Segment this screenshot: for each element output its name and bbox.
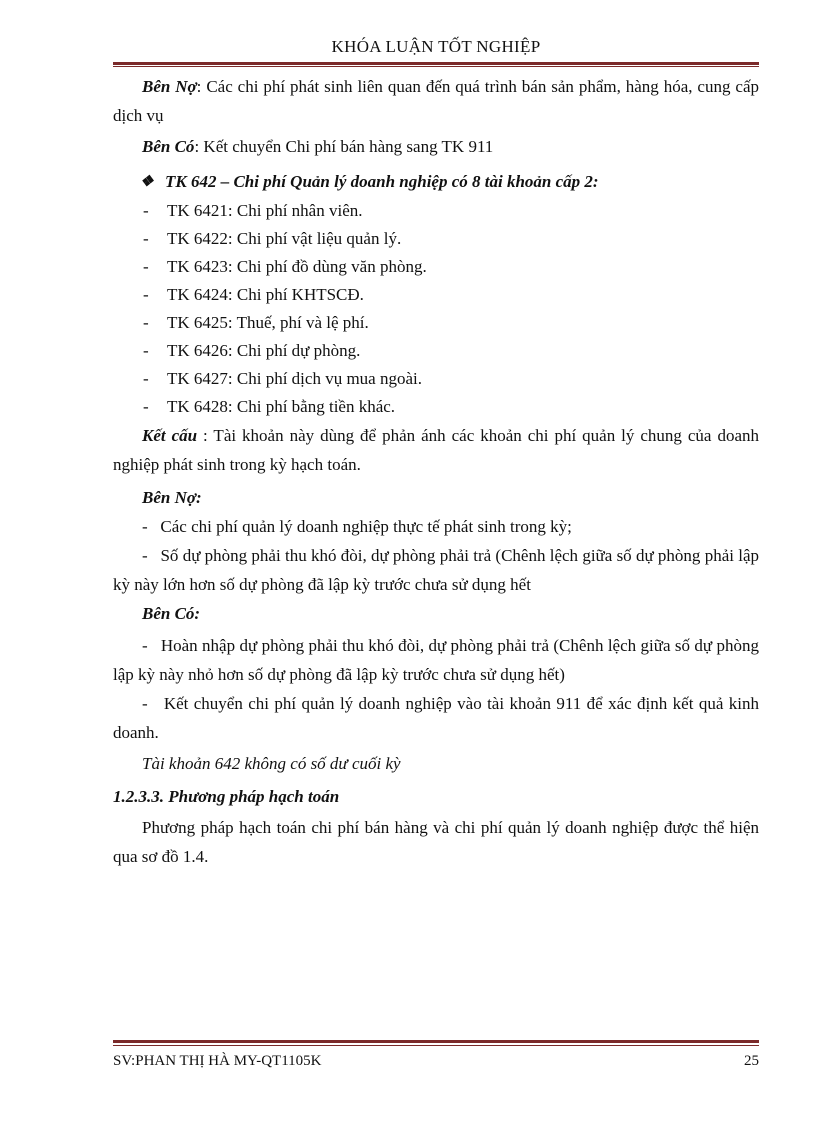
note-no-balance: Tài khoản 642 không có số dư cuối kỳ	[142, 754, 401, 773]
section-paragraph: Phương pháp hạch toán chi phí bán hàng và chi phí quản lý doanh nghiệp được thể hiện qua sơ đồ 1.4.	[113, 818, 759, 866]
ben-co-item: - Hoàn nhập dự phòng phải thu khó đòi, dự phòng phải trả (Chênh lệch giữa số dự phòng lập kỳ này nhỏ hơn số dự phòng đã lập kỳ trước chưa sử dụng hết)	[113, 636, 759, 684]
label-ben-co: Bên Có	[142, 137, 195, 156]
footer-author: SV:PHAN THỊ HÀ MY-QT1105K	[113, 1053, 322, 1069]
label-ket-cau: Kết cấu	[142, 426, 198, 445]
list-item: - TK 6423: Chi phí đồ dùng văn phòng.	[143, 257, 427, 276]
tk642-heading	[113, 167, 759, 197]
list-item: - TK 6427: Chi phí dịch vụ mua ngoài.	[143, 369, 422, 388]
header-rule-thin	[113, 66, 759, 67]
ben-no-item: - Các chi phí quản lý doanh nghiệp thực tế phát sinh trong kỳ;	[142, 517, 572, 536]
page-number: 25	[744, 1053, 759, 1069]
footer-rule-thin	[113, 1045, 759, 1046]
section-title: 1.2.3.3. Phương pháp hạch toán	[113, 787, 340, 806]
list-item: - TK 6428: Chi phí bằng tiền khác.	[143, 397, 396, 416]
ben-co-item: - Kết chuyển chi phí quản lý doanh nghiệp vào tài khoản 911 để xác định kết quả kinh doanh.	[113, 694, 759, 742]
list-item: - TK 6424: Chi phí KHTSCĐ.	[143, 285, 364, 304]
label-ben-no: Bên Nợ	[142, 77, 197, 96]
text-ben-co: : Kết chuyển Chi phí bán hàng sang TK 911	[194, 137, 494, 156]
header-rule	[113, 62, 759, 65]
label-ben-co-642: Bên Có:	[142, 604, 201, 623]
paragraph-ket-cau	[113, 421, 759, 479]
text-ket-cau: : Tài khoản này dùng để phản ánh các khoản chi phí quản lý chung của doanh nghiệp phát sinh trong kỳ hạch toán.	[113, 426, 759, 474]
text-ben-no: : Các chi phí phát sinh liên quan đến quá trình bán sản phẩm, hàng hóa, cung cấp dịch vụ	[113, 77, 759, 125]
page-header-title: KHÓA LUẬN TỐT NGHIỆP	[331, 37, 541, 56]
ben-no-item: - Số dự phòng phải thu khó đòi, dự phòng phải trả (Chênh lệch giữa số dự phòng phải lập kỳ này lớn hơn số dự phòng đã lập kỳ trước chưa sử dụng hết	[113, 546, 759, 594]
label-ben-no-642: Bên Nợ:	[142, 488, 202, 507]
tk642-heading-text: TK 642 – Chi phí Quản lý doanh nghiệp có 8 tài khoản cấp 2:	[165, 172, 599, 191]
document-body	[113, 72, 759, 871]
list-item: - TK 6425: Thuế, phí và lệ phí.	[143, 313, 369, 332]
paragraph-ben-no-selling	[113, 72, 759, 130]
footer-rule	[113, 1040, 759, 1043]
list-item: - TK 6421: Chi phí nhân viên.	[143, 201, 363, 220]
diamond-bullet-icon: ❖	[140, 174, 154, 190]
paragraph-ben-co-selling	[113, 132, 759, 161]
list-item: - TK 6426: Chi phí dự phòng.	[143, 341, 361, 360]
list-item: - TK 6422: Chi phí vật liệu quản lý.	[143, 229, 402, 248]
account-list	[113, 197, 759, 421]
